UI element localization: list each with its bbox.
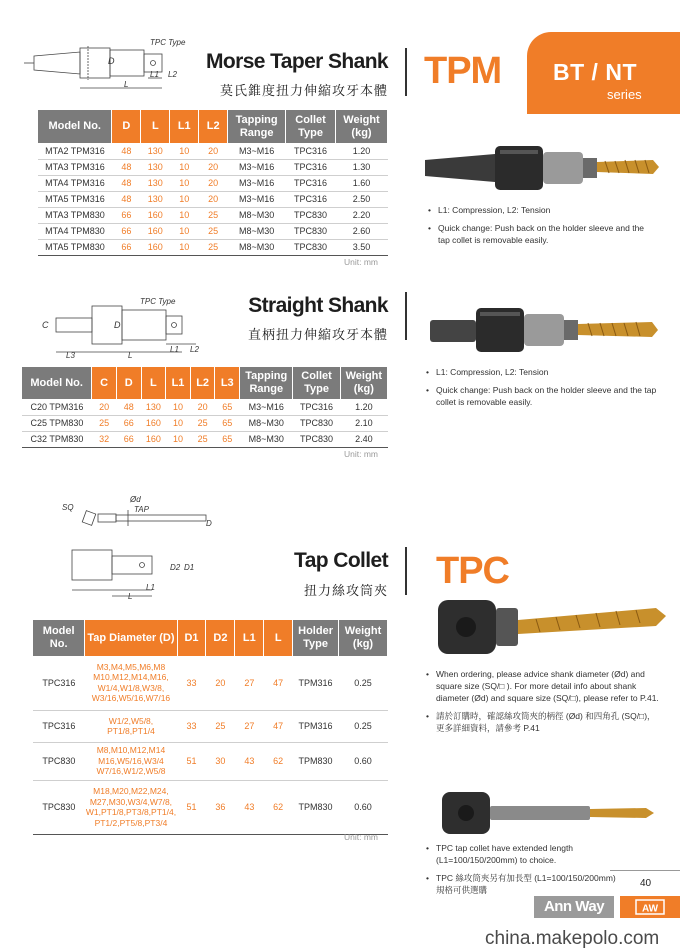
table-cell: 130 <box>141 191 170 207</box>
collet-notes-top <box>426 668 660 734</box>
table-cell: 33 <box>177 710 206 742</box>
collet-section-title: Tap Collet <box>294 549 388 572</box>
table-cell: 65 <box>215 431 240 447</box>
table-cell: M8~M30 <box>240 415 293 431</box>
table-row <box>22 431 388 447</box>
note-item: • TPC tap collet have extended length (L1=100/150/200mm) to choice. <box>426 843 574 865</box>
series-badge-subtitle: series <box>607 87 642 102</box>
table-cell: 130 <box>141 143 170 159</box>
table-cell: 10 <box>170 175 199 191</box>
table-row <box>38 223 388 239</box>
table-cell: TPC830 <box>286 207 336 223</box>
table-cell: TPC830 <box>33 742 85 780</box>
table-cell: 2.60 <box>336 223 388 239</box>
table-row <box>38 175 388 191</box>
morse-section-title: Morse Taper Shank <box>206 50 388 73</box>
table-cell: 160 <box>141 223 170 239</box>
table-cell: TPC316 <box>286 191 336 207</box>
table-cell: MTA4 TPM316 <box>38 175 112 191</box>
table-cell: 0.60 <box>339 742 388 780</box>
table-cell: C32 TPM830 <box>22 431 92 447</box>
table-cell: M3,M4,M5,M6,M8 M10,M12,M14,M16, W1/4,W1/8,W3/8, W3/16,W5/16,W7/16 <box>85 656 177 710</box>
note-item: • TPC 絲攻筒夾另有加長型 (L1=100/150/200mm) 規格可供選購 <box>426 873 616 895</box>
table-cell: 10 <box>166 415 191 431</box>
table-cell: 1.30 <box>336 159 388 175</box>
straight-diagram-tpc-type: TPC Type <box>140 297 176 306</box>
table-cell: 20 <box>199 191 228 207</box>
table-cell: MTA5 TPM830 <box>38 239 112 255</box>
col-header: Weight (kg) <box>339 620 388 656</box>
table-cell: TPM316 <box>293 710 339 742</box>
collet-diagram-tap: TAP <box>134 505 149 514</box>
table-cell: M8~M30 <box>240 431 293 447</box>
collet-notes-bottom <box>426 842 626 896</box>
table-cell: 2.50 <box>336 191 388 207</box>
company-logo <box>620 896 680 918</box>
page-number: 40 <box>640 878 652 889</box>
table-cell: TPC316 <box>33 656 85 710</box>
col-header: L1 <box>166 367 191 399</box>
col-header: Tapping Range <box>228 110 286 143</box>
table-row <box>38 239 388 255</box>
table-cell: 0.25 <box>339 710 388 742</box>
note-item: • When ordering, please advice shank diameter (Ød) and square size (SQ/□ ). For more detail info about shank diameter (Ød) and square size (SQ/□), please refer to P.41. <box>426 669 659 703</box>
table-row <box>38 143 388 159</box>
collet-section-subtitle: 扭力絲攻筒夾 <box>303 584 388 599</box>
morse-diagram-tpc-type: TPC Type <box>150 38 186 47</box>
table-cell: 66 <box>112 239 141 255</box>
morse-spec-table <box>38 110 388 256</box>
collet-diagram-d2: D2 <box>170 563 181 572</box>
straight-diagram-l3: L3 <box>66 351 75 360</box>
col-header: Tapping Range <box>240 367 293 399</box>
col-header: L <box>141 110 170 143</box>
note-item: • Quick change: Push back on the holder sleeve and the tap collet is removable easily. <box>428 223 645 245</box>
table-cell: 3.50 <box>336 239 388 255</box>
table-cell: 130 <box>141 399 166 415</box>
col-header: Collet Type <box>286 110 336 143</box>
table-cell: TPM830 <box>293 742 339 780</box>
note-item: • L1: Compression, L2: Tension <box>428 205 551 215</box>
straight-diagram-l: L <box>128 351 133 360</box>
table-cell: M8,M10,M12,M14 M16,W5/16,W3/4 W7/16,W1/2,W5/8 <box>85 742 177 780</box>
table-cell: 27 <box>235 710 264 742</box>
table-cell: 10 <box>170 223 199 239</box>
table-cell: TPC316 <box>286 143 336 159</box>
tap-collet-photo <box>436 596 670 658</box>
company-name: Ann Way <box>534 896 614 918</box>
collet-title-divider <box>405 547 407 595</box>
table-cell: TPC830 <box>293 431 340 447</box>
table-cell: 20 <box>199 175 228 191</box>
table-cell: 2.10 <box>340 415 387 431</box>
table-cell: 10 <box>166 399 191 415</box>
table-cell: 32 <box>92 431 117 447</box>
table-cell: TPC830 <box>293 415 340 431</box>
table-cell: TPC830 <box>286 239 336 255</box>
col-header: Model No. <box>22 367 92 399</box>
table-cell: 10 <box>170 143 199 159</box>
col-header: Tap Diameter (D) <box>85 620 177 656</box>
table-cell: 10 <box>170 207 199 223</box>
table-cell: 20 <box>199 159 228 175</box>
table-cell: 1.20 <box>340 399 387 415</box>
table-cell: 43 <box>235 780 264 834</box>
table-cell: 20 <box>190 399 215 415</box>
col-header: Model No. <box>38 110 112 143</box>
table-cell: 48 <box>116 399 141 415</box>
morse-title-divider <box>405 48 407 96</box>
note-item: • Quick change: Push back on the holder sleeve and the tap collet is removable easily. <box>426 385 657 407</box>
straight-diagram-l2: L2 <box>190 345 199 354</box>
table-cell: M8~M30 <box>228 207 286 223</box>
table-cell: 51 <box>177 780 206 834</box>
note-item: • L1: Compression, L2: Tension <box>426 367 549 377</box>
table-cell: 2.20 <box>336 207 388 223</box>
straight-section-title: Straight Shank <box>248 294 388 317</box>
table-cell: 10 <box>170 239 199 255</box>
table-cell: TPC316 <box>286 159 336 175</box>
table-cell: 36 <box>206 780 235 834</box>
table-cell: 66 <box>112 223 141 239</box>
watermark: china.makepolo.com <box>485 928 660 949</box>
table-cell: M18,M20,M22,M24, M27,M30,W3/4,W7/8, W1,PT1/8,PT3/8,PT1/4, PT1/2,PT5/8,PT3/4 <box>85 780 177 834</box>
table-cell: M8~M30 <box>228 223 286 239</box>
straight-unit-label: Unit: mm <box>344 449 378 459</box>
table-cell: 25 <box>199 239 228 255</box>
table-cell: 0.25 <box>339 656 388 710</box>
table-cell: MTA2 TPM316 <box>38 143 112 159</box>
col-header: D <box>112 110 141 143</box>
straight-diagram-d: D <box>114 320 121 330</box>
col-header: D1 <box>177 620 206 656</box>
table-cell: 1.20 <box>336 143 388 159</box>
table-cell: C25 TPM830 <box>22 415 92 431</box>
table-cell: TPC316 <box>33 710 85 742</box>
col-header: D <box>116 367 141 399</box>
table-cell: M3~M16 <box>228 143 286 159</box>
note-item: • 請於訂購時，確認絲攻筒夾的柄徑 (Ød) 和四角孔 (SQ/□)，更多詳細資料，請參考 P.41 <box>426 711 656 733</box>
table-cell: 1.60 <box>336 175 388 191</box>
table-cell: 0.60 <box>339 780 388 834</box>
table-cell: 160 <box>141 207 170 223</box>
table-cell: 66 <box>112 207 141 223</box>
table-cell: 25 <box>206 710 235 742</box>
table-cell: 66 <box>116 431 141 447</box>
morse-section-subtitle: 莫氏錐度扭力伸縮攻牙本體 <box>219 84 388 99</box>
table-cell: 25 <box>199 223 228 239</box>
table-cell: 130 <box>141 159 170 175</box>
table-cell: 62 <box>264 742 293 780</box>
col-header: L <box>141 367 166 399</box>
morse-diagram-l: L <box>124 80 129 89</box>
table-cell: 25 <box>190 431 215 447</box>
table-row <box>38 207 388 223</box>
table-cell: 160 <box>141 431 166 447</box>
table-cell: TPM830 <box>293 780 339 834</box>
col-header: L1 <box>235 620 264 656</box>
table-cell: 10 <box>166 431 191 447</box>
table-cell: 33 <box>177 656 206 710</box>
collet-unit-label: Unit: mm <box>344 832 378 842</box>
brand-tpc: TPC <box>436 550 509 592</box>
col-header: L <box>264 620 293 656</box>
table-cell: MTA4 TPM830 <box>38 223 112 239</box>
table-cell: 25 <box>199 207 228 223</box>
table-cell: 25 <box>190 415 215 431</box>
table-cell: 160 <box>141 415 166 431</box>
col-header: L3 <box>215 367 240 399</box>
straight-section-subtitle: 直柄扭力伸縮攻牙本體 <box>247 328 388 343</box>
table-cell: M3~M16 <box>228 175 286 191</box>
collet-diagram-d: D <box>206 519 212 528</box>
straight-title-divider <box>405 292 407 340</box>
brand-tpm: TPM <box>424 50 502 92</box>
table-cell: MTA3 TPM830 <box>38 207 112 223</box>
table-cell: 48 <box>112 143 141 159</box>
collet-diagram-sq: SQ <box>62 503 74 512</box>
table-cell: 130 <box>141 175 170 191</box>
col-header: Weight (kg) <box>340 367 387 399</box>
table-cell: 10 <box>170 159 199 175</box>
extended-collet-photo <box>440 790 660 836</box>
col-header: D2 <box>206 620 235 656</box>
col-header: C <box>92 367 117 399</box>
table-cell: 65 <box>215 415 240 431</box>
col-header: L2 <box>190 367 215 399</box>
table-cell: 10 <box>170 191 199 207</box>
morse-unit-label: Unit: mm <box>344 257 378 267</box>
col-header: L1 <box>170 110 199 143</box>
table-cell: C20 TPM316 <box>22 399 92 415</box>
footer-rule <box>610 870 680 871</box>
morse-diagram-d: D <box>108 56 115 66</box>
table-row <box>33 710 388 742</box>
straight-notes <box>426 366 660 408</box>
table-cell: 30 <box>206 742 235 780</box>
table-cell: 27 <box>235 656 264 710</box>
table-cell: 160 <box>141 239 170 255</box>
table-cell: 66 <box>116 415 141 431</box>
table-cell: 51 <box>177 742 206 780</box>
company-logo-text: AW <box>641 903 659 915</box>
table-cell: MTA3 TPM316 <box>38 159 112 175</box>
table-row <box>22 415 388 431</box>
table-cell: M8~M30 <box>228 239 286 255</box>
table-cell: 48 <box>112 191 141 207</box>
col-header: Weight (kg) <box>336 110 388 143</box>
table-row <box>38 159 388 175</box>
table-row <box>33 742 388 780</box>
table-cell: TPC830 <box>33 780 85 834</box>
collet-spec-table <box>33 620 388 835</box>
table-cell: TPC316 <box>286 175 336 191</box>
table-cell: 25 <box>92 415 117 431</box>
straight-holder-photo <box>430 302 660 358</box>
table-cell: 20 <box>199 143 228 159</box>
collet-diagram-od: Ød <box>130 495 141 504</box>
table-row <box>22 399 388 415</box>
table-cell: 48 <box>112 175 141 191</box>
col-header: Collet Type <box>293 367 340 399</box>
collet-diagram-l: L <box>128 592 133 600</box>
table-row <box>33 780 388 834</box>
table-cell: TPC830 <box>286 223 336 239</box>
col-header: L2 <box>199 110 228 143</box>
morse-diagram-l1: L1 <box>150 70 159 79</box>
morse-notes <box>428 204 658 246</box>
table-cell: 20 <box>92 399 117 415</box>
table-cell: TPC316 <box>293 399 340 415</box>
table-cell: M3~M16 <box>240 399 293 415</box>
table-cell: W1/2,W5/8, PT1/8,PT1/4 <box>85 710 177 742</box>
col-header: Holder Type <box>293 620 339 656</box>
series-badge-title: BT / NT <box>553 59 637 85</box>
morse-diagram-l2: L2 <box>168 70 177 79</box>
table-cell: M3~M16 <box>228 191 286 207</box>
table-cell: M3~M16 <box>228 159 286 175</box>
straight-diagram-l1: L1 <box>170 345 179 354</box>
table-cell: 62 <box>264 780 293 834</box>
table-cell: 2.40 <box>340 431 387 447</box>
table-cell: 65 <box>215 399 240 415</box>
table-cell: TPM316 <box>293 656 339 710</box>
series-badge <box>527 32 680 114</box>
morse-taper-diagram <box>20 32 190 96</box>
table-row <box>38 191 388 207</box>
table-cell: 47 <box>264 656 293 710</box>
col-header: Model No. <box>33 620 85 656</box>
straight-spec-table <box>22 367 388 448</box>
table-cell: 20 <box>206 656 235 710</box>
table-cell: 48 <box>112 159 141 175</box>
morse-holder-photo <box>425 138 660 196</box>
collet-diagram-l1: L1 <box>146 583 155 592</box>
table-cell: 43 <box>235 742 264 780</box>
table-cell: 47 <box>264 710 293 742</box>
table-row <box>33 656 388 710</box>
table-cell: MTA5 TPM316 <box>38 191 112 207</box>
straight-diagram-c: C <box>42 320 49 330</box>
collet-diagram-d1: D1 <box>184 563 195 572</box>
